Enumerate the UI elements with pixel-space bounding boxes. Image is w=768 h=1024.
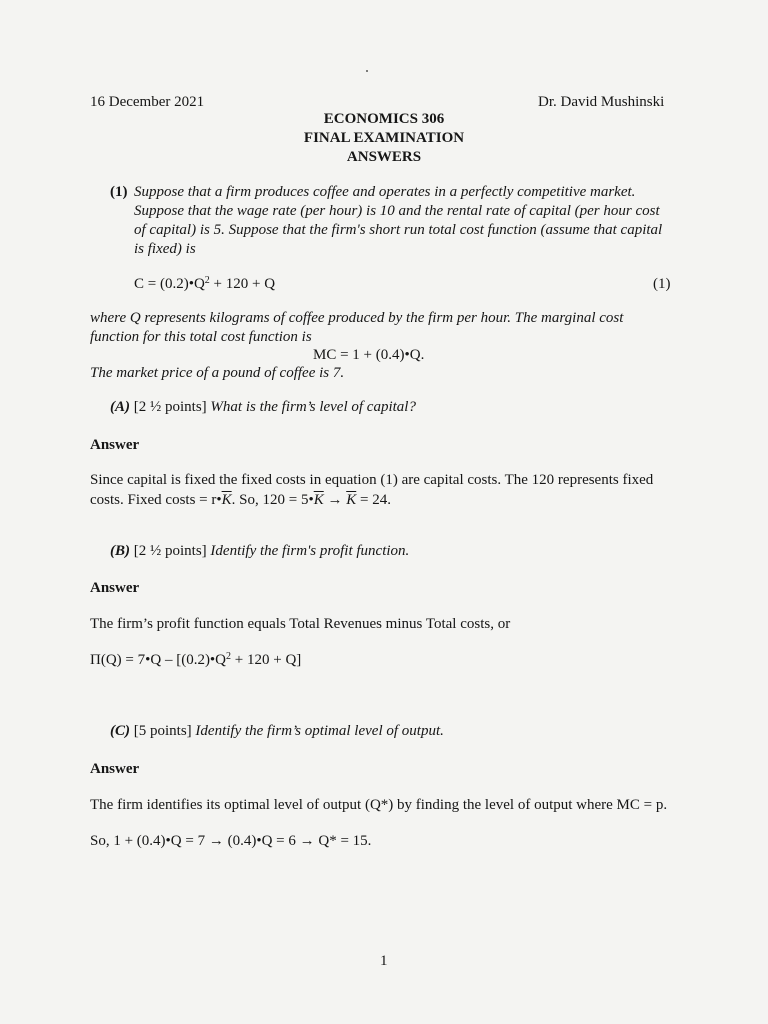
exam-date: 16 December 2021 xyxy=(90,94,205,110)
question-number: (1) xyxy=(110,184,128,200)
question-text-line: is fixed) is xyxy=(134,241,196,257)
profit-function: Π(Q) = 7•Q – $[(0.2)•Q^2 + 120 + Q]$ xyxy=(90,651,302,668)
part-a-answer-line: Since capital is fixed the fixed costs in equation (1) are capital costs. The 120 represents fixed xyxy=(90,472,654,488)
part-a-answer-heading: Answer xyxy=(90,437,140,453)
question-text-line: Suppose that the wage rate (per hour) is 10 and the rental rate of capital (per hour cost xyxy=(134,203,660,219)
question-text-line: of capital) is 5. Suppose that the firm's short run total cost function (assume that capital xyxy=(134,222,663,238)
part-b-question: (B) [2 ½ points] Identify the firm's profit function. xyxy=(110,543,410,559)
part-b-answer-heading: Answer xyxy=(90,580,140,596)
market-price-text: The market price of a pound of coffee is 7. xyxy=(90,365,345,381)
part-c-answer-line: The firm identifies its optimal level of output (Q*) by finding the level of output where MC = p. xyxy=(90,797,668,813)
mc-equation: MC = 1 + (0.4)•Q. xyxy=(313,347,425,363)
exam-title: FINAL EXAMINATION xyxy=(303,130,465,146)
part-b-answer-line: The firm’s profit function equals Total Revenues minus Total costs, or xyxy=(90,616,511,632)
scan-speck xyxy=(366,70,368,72)
page-number: 1 xyxy=(380,953,388,969)
course-title: ECONOMICS 306 xyxy=(323,111,445,127)
answers-title: ANSWERS xyxy=(346,149,422,165)
cost-equation: $C = (0.2)•Q^2 + 120 + Q$ xyxy=(134,275,276,292)
part-a-question: (A) [2 ½ points] What is the firm’s level of capital? xyxy=(110,399,416,415)
author-name: Dr. David Mushinski xyxy=(538,94,665,110)
where-text-line: where Q represents kilograms of coffee produced by the firm per hour. The marginal cost xyxy=(90,310,624,326)
question-text-line: Suppose that a firm produces coffee and operates in a perfectly competitive market. xyxy=(134,184,636,200)
part-c-question: (C) [5 points] Identify the firm’s optimal level of output. xyxy=(110,723,444,739)
part-a-answer-line: costs. Fixed costs = $r•\overline{K}$. So, $120 = 5•\overline{K} \to \overline{K} = 24$. xyxy=(90,492,391,508)
where-text-line: function for this total cost function is xyxy=(90,329,312,345)
part-c-answer-heading: Answer xyxy=(90,761,140,777)
equation-label: (1) xyxy=(653,276,671,292)
part-c-answer-line: So, 1 + (0.4)•Q = 7 → (0.4)•Q = 6 → Q* = 15. xyxy=(90,833,372,849)
